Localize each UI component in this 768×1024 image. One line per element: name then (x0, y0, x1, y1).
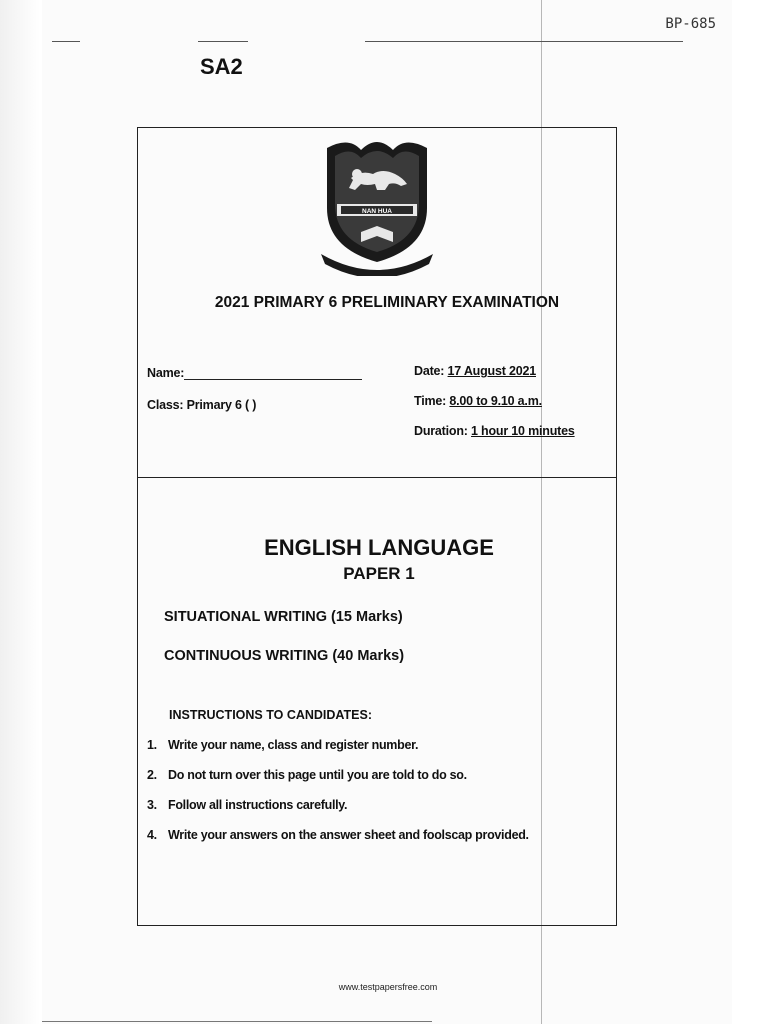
item-number: 2. (147, 768, 157, 782)
name-label: Name: (147, 366, 185, 380)
name-field[interactable] (147, 366, 362, 380)
subject-title: ENGLISH LANGUAGE (264, 535, 494, 560)
duration-label: Duration: (414, 424, 468, 438)
crest-banner-text: NAN HUA (362, 208, 392, 215)
top-rule-left (52, 41, 80, 42)
item-text: Write your answers on the answer sheet and foolscap provided. (168, 828, 529, 842)
time-value: 8.00 to 9.10 a.m. (449, 394, 542, 408)
date-field (414, 364, 536, 378)
time-label: Time: (414, 394, 447, 408)
list-item (147, 798, 529, 828)
scan-edge (0, 0, 40, 1024)
item-text: Do not turn over this page until you are told to do so. (168, 768, 467, 782)
section-situational-writing: SITUATIONAL WRITING (15 Marks) (164, 609, 403, 625)
time-field (414, 394, 542, 408)
section-continuous-writing: CONTINUOUS WRITING (40 Marks) (164, 648, 405, 664)
top-rule-right (365, 41, 683, 42)
box-divider (138, 477, 616, 478)
list-item (147, 828, 529, 858)
duration-field (414, 424, 575, 438)
top-rule-mid (198, 41, 248, 42)
duration-value: 1 hour 10 minutes (471, 424, 575, 438)
item-number: 1. (147, 738, 157, 752)
exam-title: 2021 PRIMARY 6 PRELIMINARY EXAMINATION (214, 294, 560, 311)
list-item (147, 738, 529, 768)
cover-box (137, 127, 617, 926)
instructions-heading: INSTRUCTIONS TO CANDIDATES: (169, 708, 373, 722)
series-label: SA2 (200, 54, 243, 79)
footer-url[interactable]: www.testpapersfree.com (338, 982, 438, 992)
date-value: 17 August 2021 (447, 364, 536, 378)
item-number: 3. (147, 798, 157, 812)
list-item (147, 768, 529, 798)
instructions-list (147, 738, 529, 858)
paper-number: PAPER 1 (343, 564, 415, 583)
class-field: Class: Primary 6 ( ) (147, 398, 257, 412)
date-label: Date: (414, 364, 445, 378)
item-text: Follow all instructions carefully. (168, 798, 348, 812)
bottom-rule (42, 1021, 432, 1022)
school-crest-icon (321, 136, 433, 276)
item-text: Write your name, class and register number. (168, 738, 419, 752)
reference-code: BP-685 (665, 16, 716, 32)
item-number: 4. (147, 828, 157, 842)
name-underline (184, 367, 362, 380)
